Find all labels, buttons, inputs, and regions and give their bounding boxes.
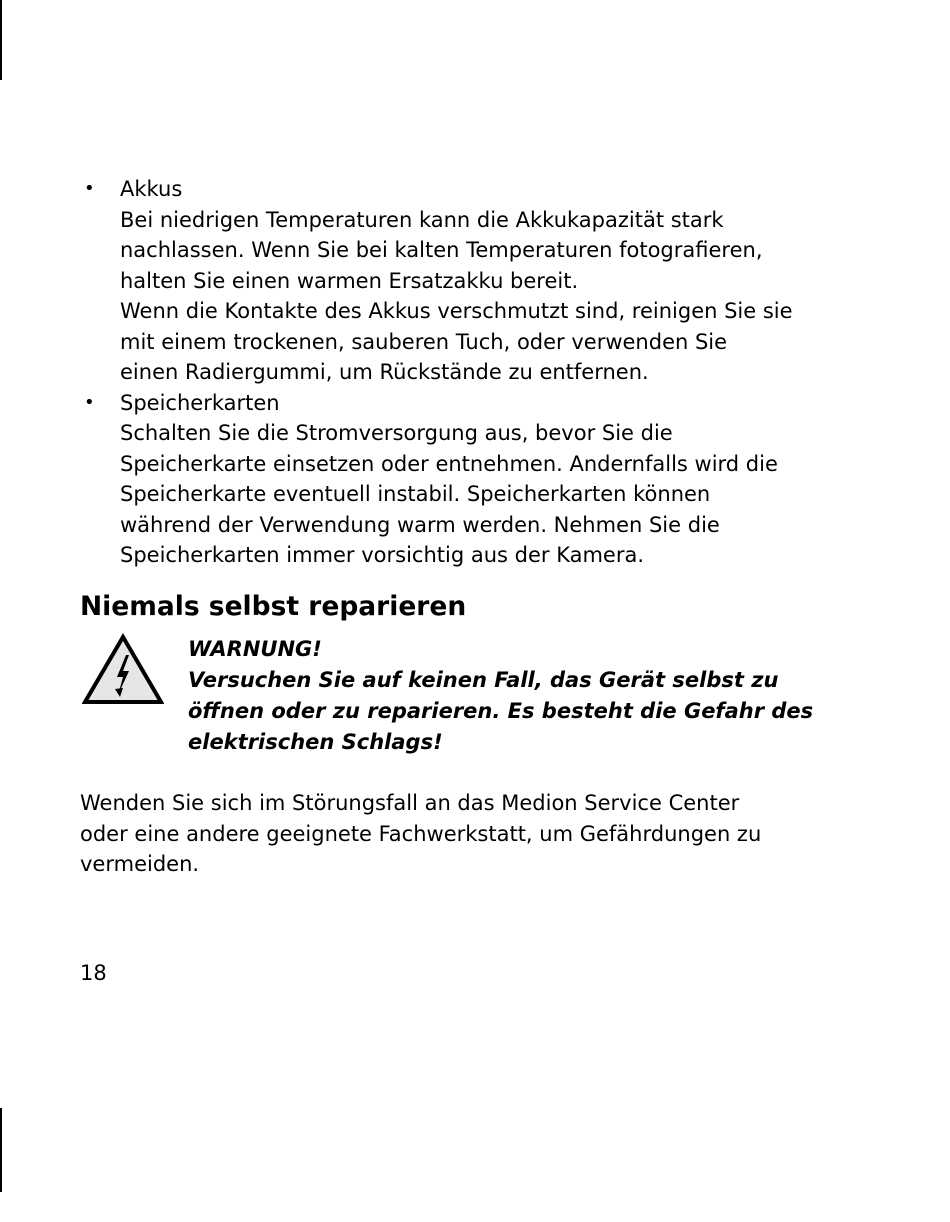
paragraph-line: oder eine andere geeignete Fachwerkstatt, um Gefährdungen zu (80, 821, 762, 846)
warning-title: WARNUNG! (188, 637, 322, 661)
paragraph-line: Schalten Sie die Stromversorgung aus, bevor Sie die (120, 421, 673, 445)
paragraph-line: Speicherkarten immer vorsichtig aus der Kamera. (120, 543, 645, 567)
paragraph-line: Speicherkarte einsetzen oder entnehmen. Andernfalls wird die (120, 451, 778, 476)
paragraph-line: vermeiden. (80, 852, 200, 876)
paragraph-line: Bei niedrigen Temperaturen kann die Akkukapazität stark (120, 207, 724, 232)
warning-text-line: elektrischen Schlags! (188, 730, 443, 754)
paragraph-line: nachlassen. Wenn Sie bei kalten Temperaturen fotografieren, (120, 238, 763, 262)
paragraph-line: mit einem trockenen, sauberen Tuch, oder verwenden Sie (120, 329, 728, 354)
paragraph-line: Speicherkarte eventuell instabil. Speicherkarten können (120, 482, 711, 506)
bullet-title-speicherkarten: Speicherkarten (120, 390, 280, 415)
bullet-marker: • (84, 178, 95, 199)
bullet-title-akkus: Akkus (120, 177, 183, 201)
bullet-item-akkus (80, 174, 860, 388)
service-paragraph (80, 788, 880, 880)
section-heading: Niemals selbst reparieren (80, 591, 467, 622)
bullet-item-speicherkarten (80, 388, 860, 571)
paragraph-line: einen Radiergummi, um Rückstände zu entfernen. (120, 360, 649, 384)
paragraph-line: Wenden Sie sich im Störungsfall an das Medion Service Center (80, 791, 740, 815)
bullet-marker: • (84, 391, 95, 413)
crop-mark-top (0, 0, 2, 80)
electric-shock-warning-icon (82, 633, 164, 705)
warning-text-line: Versuchen Sie auf keinen Fall, das Gerät selbst zu (188, 668, 779, 692)
bullet-list (80, 174, 860, 571)
paragraph-line: während der Verwendung warm werden. Nehmen Sie die (120, 512, 720, 537)
warning-block (188, 634, 868, 758)
paragraph-line: halten Sie einen warmen Ersatzakku bereit. (120, 268, 579, 293)
paragraph-line: Wenn die Kontakte des Akkus verschmutzt sind, reinigen Sie sie (120, 299, 793, 323)
page-number: 18 (80, 961, 107, 985)
crop-mark-bottom (0, 1108, 2, 1192)
warning-text-line: öffnen oder zu reparieren. Es besteht die Gefahr des (188, 699, 814, 723)
